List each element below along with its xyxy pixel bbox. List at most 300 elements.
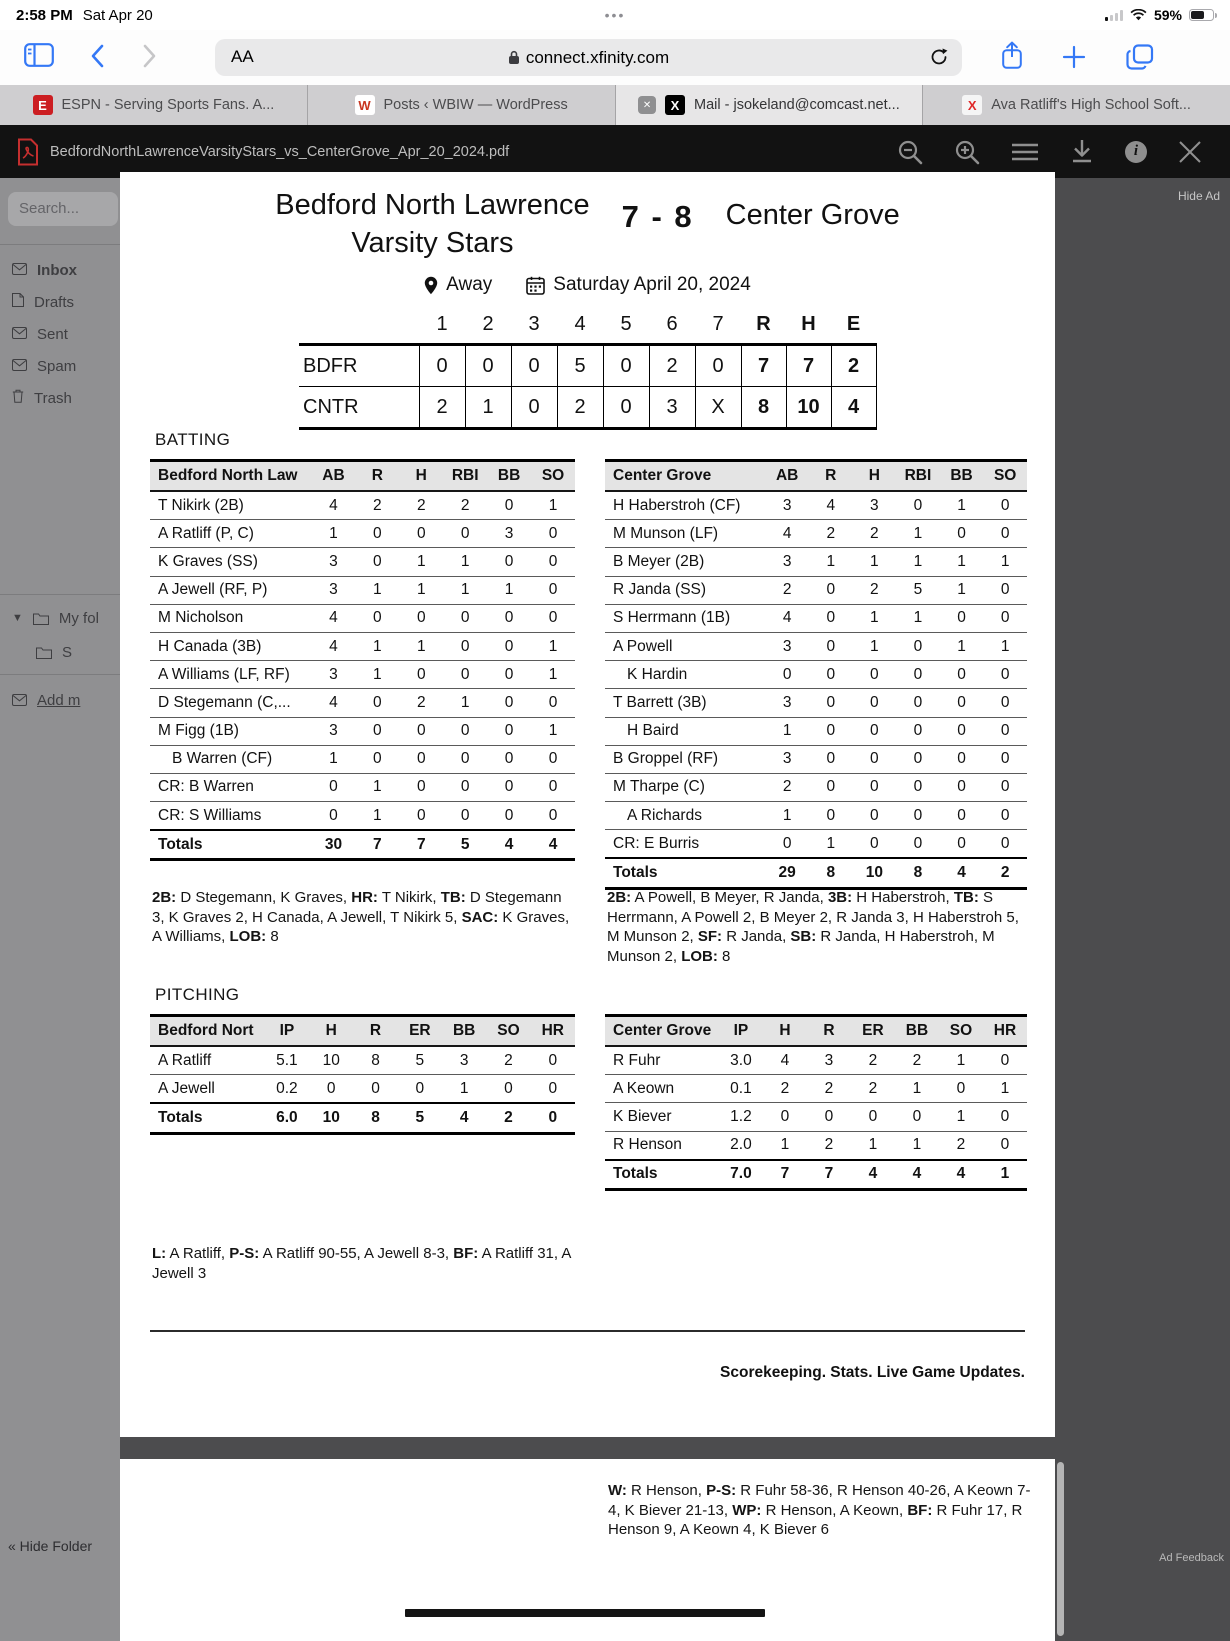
stat-cell: 1 <box>809 830 853 859</box>
player-name: CR: B Warren <box>150 773 312 801</box>
player-name: A Williams (LF, RF) <box>150 661 312 689</box>
stat-cell: 0 <box>983 1131 1027 1160</box>
stat-cell: 3 <box>853 491 897 520</box>
stat-cell: 0 <box>809 745 853 773</box>
stat-cell: 7 <box>399 830 443 860</box>
stat-cell: 0.1 <box>719 1075 763 1103</box>
sidebar-toggle-icon[interactable] <box>24 43 54 72</box>
stat-cell: 0 <box>983 830 1027 859</box>
stat-cell: 4 <box>487 830 531 860</box>
folder-label: Spam <box>37 357 77 375</box>
stat-cell: 4 <box>312 689 356 717</box>
stat-cell: 4 <box>312 632 356 660</box>
batting-notes-away: 2B: D Stegemann, K Graves, HR: T Nikirk, TB: D Stegemann 3, K Graves 2, H Canada, A Jewell, T Nikirk 5, SAC: K Graves, A Williams, LOB: 8 <box>152 889 570 945</box>
inning-cell: 7 <box>786 345 831 387</box>
player-name: H Baird <box>605 717 765 745</box>
stat-cell: 0 <box>983 520 1027 548</box>
stat-col-BB: BB <box>442 1016 486 1047</box>
pdf-scrollbar[interactable] <box>1057 1462 1064 1636</box>
linescore-table <box>299 312 877 430</box>
table-row <box>150 632 575 660</box>
player-name: A Jewell (RF, P) <box>150 576 312 604</box>
player-name: A Powell <box>605 632 765 660</box>
player-name: D Stegemann (C,... <box>150 689 312 717</box>
stat-cell: 0 <box>983 745 1027 773</box>
tab-title: Mail - jsokeland@comcast.net... <box>694 97 900 113</box>
folder-icon <box>33 612 49 625</box>
player-name: R Janda (SS) <box>605 576 765 604</box>
stat-cell: 0 <box>939 1075 983 1103</box>
totals-label: Totals <box>605 858 765 888</box>
table-row <box>150 604 575 632</box>
stat-cell: 3 <box>807 1046 851 1075</box>
stat-cell: 2 <box>983 858 1027 888</box>
stat-body <box>150 491 575 860</box>
stat-cell: 1 <box>853 548 897 576</box>
team-header-cell: Center Grove <box>605 1016 719 1047</box>
inning-cell: 1 <box>465 387 511 429</box>
table-row <box>150 1016 575 1047</box>
game-meta <box>120 274 1055 296</box>
stat-cell: 0 <box>443 520 487 548</box>
stat-col-ER: ER <box>398 1016 442 1047</box>
text-size-button[interactable]: AA <box>231 47 254 66</box>
stat-cell: 3 <box>765 491 809 520</box>
stat-cell: 3 <box>765 548 809 576</box>
stat-cell: 0 <box>443 802 487 831</box>
player-name: B Groppel (RF) <box>605 745 765 773</box>
final-score: 7 - 8 <box>621 199 694 234</box>
stat-col-SO: SO <box>531 461 575 492</box>
stat-cell: 5.1 <box>265 1046 309 1075</box>
stat-col-R: R <box>807 1016 851 1047</box>
player-name: A Ratliff <box>150 1046 265 1075</box>
table-row <box>605 491 1027 520</box>
folder-label: Trash <box>34 389 72 407</box>
stat-body <box>605 1046 1027 1189</box>
stat-cell: 0.2 <box>265 1075 309 1104</box>
stat-cell: 1 <box>355 661 399 689</box>
stat-cell: 8 <box>353 1103 397 1133</box>
browser-tab[interactable] <box>616 85 924 125</box>
stat-cell: 1 <box>895 1075 939 1103</box>
forward-button[interactable] <box>143 44 157 73</box>
totals-label: Totals <box>150 830 312 860</box>
envelope-icon <box>12 694 27 706</box>
stat-col-BB: BB <box>940 461 984 492</box>
stat-col-RBI: RBI <box>896 461 940 492</box>
stat-cell: 1 <box>940 576 984 604</box>
table-row <box>605 520 1027 548</box>
stat-cell: 1 <box>399 632 443 660</box>
stat-cell: 2 <box>851 1075 895 1103</box>
stat-cell: 4 <box>531 830 575 860</box>
player-name: R Henson <box>605 1131 719 1160</box>
pitching-heading: PITCHING <box>155 985 240 1004</box>
browser-tab[interactable] <box>308 85 616 125</box>
table-row <box>605 802 1027 830</box>
note-label: BF: <box>453 1245 479 1262</box>
stat-cell: 0 <box>487 802 531 831</box>
browser-tab[interactable] <box>923 85 1230 125</box>
share-button[interactable] <box>1000 41 1024 76</box>
stat-cell: 0 <box>486 1075 530 1104</box>
status-date: Sat Apr 20 <box>82 6 153 24</box>
stat-cell: 2 <box>765 773 809 801</box>
hide-folder-link[interactable]: « Hide Folder <box>8 1538 93 1554</box>
mail-sidebar <box>0 178 120 1641</box>
close-tab-icon[interactable]: ✕ <box>638 96 656 114</box>
stat-cell: 3 <box>487 520 531 548</box>
stat-cell: 5 <box>896 576 940 604</box>
totals-row <box>605 1160 1027 1190</box>
table-row <box>150 1046 575 1075</box>
stat-cell: 0 <box>983 802 1027 830</box>
inning-cell: 0 <box>419 345 465 387</box>
browser-toolbar <box>0 30 1230 85</box>
stat-cell: 0 <box>765 830 809 859</box>
stat-cell: 0 <box>531 745 575 773</box>
player-name: A Jewell <box>150 1075 265 1104</box>
stat-table <box>150 459 575 861</box>
note-label: L: <box>152 1245 167 1262</box>
stat-col-HR: HR <box>531 1016 575 1047</box>
stat-cell: 0 <box>940 717 984 745</box>
back-button[interactable] <box>90 44 104 73</box>
stat-cell: 2.0 <box>719 1131 763 1160</box>
stat-col-SO: SO <box>983 461 1027 492</box>
inning-cell: 2 <box>419 387 465 429</box>
stat-cell: 0 <box>487 745 531 773</box>
pdf-file-icon <box>16 138 40 166</box>
inning-cell: 4 <box>831 387 876 429</box>
stat-cell: 0 <box>940 604 984 632</box>
player-name: M Tharpe (C) <box>605 773 765 801</box>
stat-col-HR: HR <box>983 1016 1027 1047</box>
stat-cell: 1 <box>355 576 399 604</box>
stat-col-H: H <box>399 461 443 492</box>
ad-feedback-link[interactable]: Ad Feedback <box>1159 1552 1224 1564</box>
totals-row <box>605 858 1027 888</box>
stat-cell: 1 <box>983 632 1027 660</box>
tab-title: Posts ‹ WBIW — WordPress <box>383 97 568 113</box>
stat-cell: 7 <box>807 1160 851 1190</box>
stat-cell: 3 <box>765 745 809 773</box>
stat-cell: 0 <box>853 717 897 745</box>
stat-col-ER: ER <box>851 1016 895 1047</box>
totals-row <box>150 1103 575 1133</box>
stat-cell: 1 <box>983 548 1027 576</box>
sidebar-folder-spam[interactable] <box>12 352 76 380</box>
table-row <box>605 604 1027 632</box>
stat-cell: 0 <box>531 520 575 548</box>
reload-button[interactable] <box>928 46 950 73</box>
stat-cell: 0 <box>940 661 984 689</box>
stat-cell: 1 <box>355 802 399 831</box>
stat-cell: 1 <box>531 717 575 745</box>
stat-cell: 0 <box>487 717 531 745</box>
linescore-body <box>299 345 876 429</box>
stat-cell: 1 <box>940 548 984 576</box>
stat-cell: 4 <box>939 1160 983 1190</box>
stat-cell: 0 <box>809 689 853 717</box>
stat-cell: 1 <box>809 548 853 576</box>
table-row <box>605 576 1027 604</box>
stat-cell: 2 <box>807 1131 851 1160</box>
location-pin-icon <box>424 276 438 295</box>
stat-cell: 0 <box>399 717 443 745</box>
calendar-icon <box>526 276 545 295</box>
stat-cell: 10 <box>853 858 897 888</box>
tab-title: ESPN - Serving Sports Fans. A... <box>61 97 275 113</box>
team-abbrev: BDFR <box>299 345 419 387</box>
stat-cell: 2 <box>399 689 443 717</box>
stat-cell: 3 <box>312 717 356 745</box>
sidebar-folder-inbox[interactable] <box>12 256 77 284</box>
stat-cell: 0 <box>353 1075 397 1104</box>
sidebar-my-folders[interactable] <box>12 604 99 632</box>
stat-cell: 0 <box>765 661 809 689</box>
stat-cell: 10 <box>309 1103 353 1133</box>
stat-cell: 0 <box>531 548 575 576</box>
stat-col-AB: AB <box>765 461 809 492</box>
stat-cell: 4 <box>442 1103 486 1133</box>
stat-cell: 0 <box>487 604 531 632</box>
browser-tab[interactable] <box>0 85 308 125</box>
note-label: TB: <box>440 889 466 906</box>
table-row <box>299 387 876 429</box>
table-row <box>150 802 575 831</box>
stat-cell: 1 <box>763 1131 807 1160</box>
note-label: WP: <box>732 1501 762 1519</box>
team-header-cell: Center Grove <box>605 461 765 492</box>
inning-cell: 0 <box>695 345 741 387</box>
player-name: S Herrmann (1B) <box>605 604 765 632</box>
menu-button[interactable] <box>1011 141 1039 163</box>
stat-col-H: H <box>853 461 897 492</box>
stat-cell: 1 <box>896 604 940 632</box>
stat-cell: 0 <box>399 520 443 548</box>
stat-cell: 0 <box>809 802 853 830</box>
stat-cell: 3 <box>312 661 356 689</box>
table-row <box>605 1016 1027 1047</box>
stat-table <box>150 1014 575 1135</box>
stat-col-BB: BB <box>895 1016 939 1047</box>
stat-cell: 4 <box>895 1160 939 1190</box>
stat-cell: 0 <box>983 717 1027 745</box>
stat-cell: 5 <box>398 1046 442 1075</box>
stat-cell: 7.0 <box>719 1160 763 1190</box>
player-name: A Keown <box>605 1075 719 1103</box>
stat-header <box>150 461 575 492</box>
stat-cell: 1 <box>399 548 443 576</box>
stat-cell: 0 <box>807 1103 851 1131</box>
stat-cell: 1 <box>765 717 809 745</box>
stat-cell: 0 <box>531 604 575 632</box>
stat-cell: 0 <box>940 689 984 717</box>
player-name: M Nicholson <box>150 604 312 632</box>
linescore-col-6: 6 <box>649 312 695 345</box>
stat-cell: 1 <box>851 1131 895 1160</box>
team-abbrev: CNTR <box>299 387 419 429</box>
stat-cell: 1 <box>983 1075 1027 1103</box>
player-name: K Biever <box>605 1103 719 1131</box>
inning-cell: 2 <box>557 387 603 429</box>
stat-col-R: R <box>355 461 399 492</box>
note-label: W: <box>608 1482 627 1499</box>
stat-cell: 1 <box>983 1160 1027 1190</box>
tab-title: Ava Ratliff's High School Soft... <box>991 97 1191 113</box>
stat-cell: 0 <box>983 689 1027 717</box>
note-label: LOB: <box>681 947 718 965</box>
sidebar-folder-trash[interactable] <box>12 384 72 412</box>
sidebar-add-mail-link[interactable] <box>12 686 80 714</box>
stat-cell: 0 <box>399 661 443 689</box>
stat-cell: 30 <box>312 830 356 860</box>
stat-cell: 0 <box>487 661 531 689</box>
table-row <box>605 632 1027 660</box>
stat-cell: 4 <box>851 1160 895 1190</box>
note-label: P-S: <box>706 1482 737 1499</box>
stat-header <box>150 1016 575 1047</box>
stat-cell: 8 <box>896 858 940 888</box>
stat-cell: 0 <box>399 802 443 831</box>
inning-cell: 0 <box>511 345 557 387</box>
inning-cell: 10 <box>786 387 831 429</box>
zoom-out-button[interactable] <box>897 139 923 165</box>
stat-col-SO: SO <box>486 1016 530 1047</box>
mail-search-input[interactable]: Search... <box>8 192 118 226</box>
stat-header <box>605 1016 1027 1047</box>
stat-cell: 0 <box>355 717 399 745</box>
stat-header <box>605 461 1027 492</box>
table-row <box>605 717 1027 745</box>
stat-cell: 1 <box>853 632 897 660</box>
tab-strip <box>0 85 1230 125</box>
player-name: T Barrett (3B) <box>605 689 765 717</box>
inning-cell: 0 <box>465 345 511 387</box>
stat-cell: 0 <box>896 632 940 660</box>
pitching-table-away <box>150 1014 575 1135</box>
table-row <box>150 745 575 773</box>
note-label: 2B: <box>152 889 177 906</box>
stat-cell: 0 <box>851 1103 895 1131</box>
stat-cell: 0 <box>443 773 487 801</box>
inning-cell: X <box>695 387 741 429</box>
stat-cell: 0 <box>983 1103 1027 1131</box>
stat-cell: 1 <box>853 604 897 632</box>
stat-cell: 1 <box>940 632 984 660</box>
linescore-col-1: 1 <box>419 312 465 345</box>
stat-cell: 1 <box>443 689 487 717</box>
download-button[interactable] <box>1070 139 1094 165</box>
divider <box>150 1330 1025 1332</box>
table-row <box>150 717 575 745</box>
sidebar-folder-sent[interactable] <box>12 320 68 348</box>
stat-cell: 1 <box>939 1103 983 1131</box>
stat-cell: 0 <box>809 717 853 745</box>
stat-cell: 7 <box>763 1160 807 1190</box>
team-header-cell: Bedford Nort <box>150 1016 265 1047</box>
stat-cell: 0 <box>763 1103 807 1131</box>
address-bar[interactable] <box>215 39 962 76</box>
sidebar-folder-drafts[interactable] <box>12 288 74 316</box>
stat-cell: 0 <box>940 773 984 801</box>
stat-cell: 0 <box>809 661 853 689</box>
stat-cell: 2 <box>853 576 897 604</box>
stat-cell: 1 <box>940 491 984 520</box>
x-favicon: X <box>665 95 685 115</box>
totals-row <box>150 830 575 860</box>
pdf-page-2 <box>120 1459 1055 1641</box>
linescore-col-7: 7 <box>695 312 741 345</box>
envelope-icon <box>12 358 27 375</box>
stat-cell: 0 <box>399 745 443 773</box>
stat-cell: 2 <box>851 1046 895 1075</box>
stat-cell: 29 <box>765 858 809 888</box>
player-name: K Hardin <box>605 661 765 689</box>
stat-cell: 1 <box>531 491 575 520</box>
envelope-icon <box>12 262 27 279</box>
folder-label: Inbox <box>37 261 77 279</box>
url-text: connect.xfinity.com <box>525 47 670 67</box>
close-pdf-button[interactable] <box>1178 140 1202 164</box>
stat-col-R: R <box>353 1016 397 1047</box>
table-row <box>299 312 876 345</box>
stat-cell: 5 <box>398 1103 442 1133</box>
stat-cell: 0 <box>487 773 531 801</box>
lock-icon <box>508 50 520 65</box>
table-row <box>150 491 575 520</box>
x-red-favicon: X <box>962 95 982 115</box>
stat-table <box>605 459 1027 890</box>
stat-cell: 10 <box>309 1046 353 1075</box>
info-button[interactable]: i <box>1125 141 1147 163</box>
stat-cell: 0 <box>312 802 356 831</box>
note-label: TB: <box>953 889 979 906</box>
new-tab-button[interactable] <box>1062 45 1086 74</box>
sidebar-subfolder[interactable] <box>36 638 72 666</box>
pitching-notes-home: W: R Henson, P-S: R Fuhr 58-36, R Henson 40-26, A Keown 7-4, K Biever 21-13, WP: R Henson, A Keown, BF: R Fuhr 17, R Henson 9, A Keown 4, K Biever 6 <box>608 1482 1031 1538</box>
hide-ad-link[interactable]: Hide Ad <box>1177 189 1220 203</box>
zoom-in-button[interactable] <box>954 139 980 165</box>
linescore-col-E: E <box>831 312 876 345</box>
linescore-col-4: 4 <box>557 312 603 345</box>
tabs-overview-button[interactable] <box>1126 44 1154 75</box>
stat-col-AB: AB <box>312 461 356 492</box>
player-name: A Ratliff (P, C) <box>150 520 312 548</box>
stat-cell: 0 <box>896 802 940 830</box>
stat-cell: 1 <box>312 745 356 773</box>
game-date: Saturday April 20, 2024 <box>553 274 751 295</box>
player-name: H Canada (3B) <box>150 632 312 660</box>
stat-cell: 2 <box>486 1046 530 1075</box>
stat-cell: 6.0 <box>265 1103 309 1133</box>
stat-cell: 4 <box>809 491 853 520</box>
linescore-col-3: 3 <box>511 312 557 345</box>
note-label: BF: <box>907 1501 933 1519</box>
stat-cell: 1 <box>487 576 531 604</box>
stat-cell: 1 <box>442 1075 486 1104</box>
stat-cell: 0 <box>809 632 853 660</box>
caret-down-icon: ▼ <box>12 612 23 624</box>
table-row <box>605 1103 1027 1131</box>
player-name: R Fuhr <box>605 1046 719 1075</box>
stat-cell: 0 <box>853 661 897 689</box>
stat-col-IP: IP <box>265 1016 309 1047</box>
stat-cell: 3 <box>765 632 809 660</box>
stat-cell: 2 <box>939 1131 983 1160</box>
